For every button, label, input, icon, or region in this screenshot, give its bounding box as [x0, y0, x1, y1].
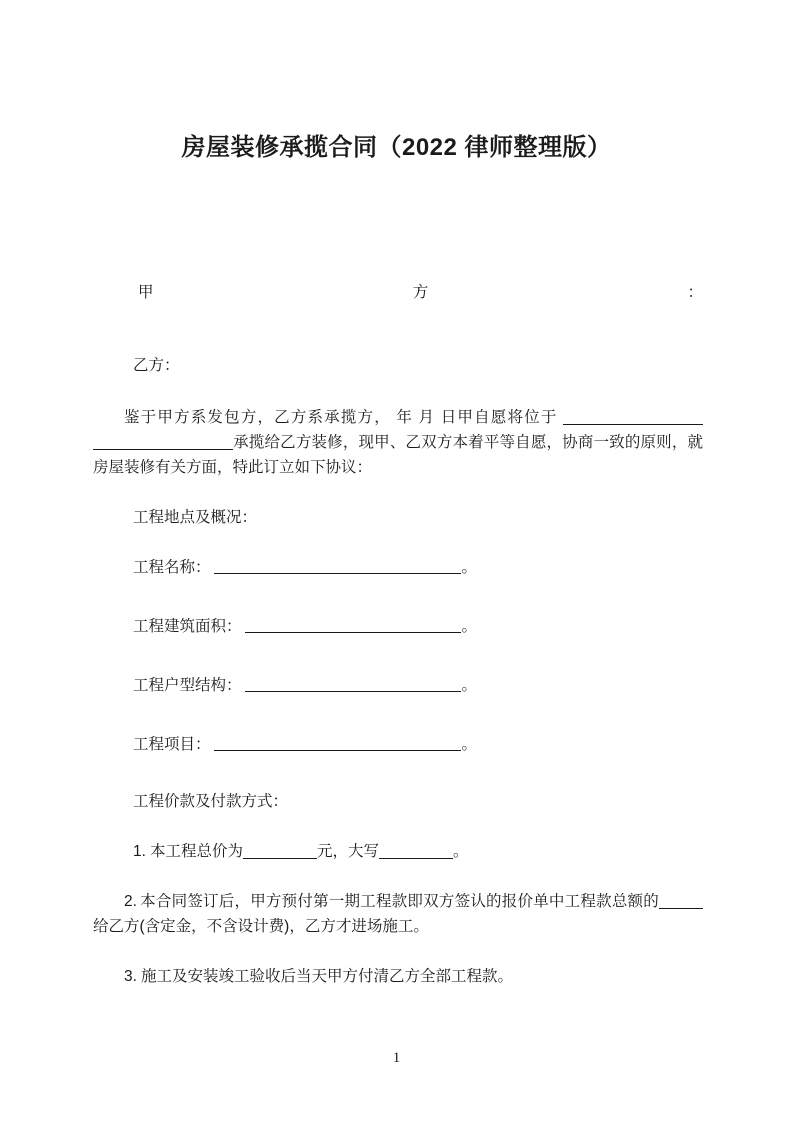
field-layout-structure — [93, 673, 703, 698]
field-project-name-input[interactable] — [214, 560, 461, 574]
field-project-name-label: 工程名称： — [133, 559, 211, 576]
field-project-items-input[interactable] — [214, 737, 461, 751]
payment-item-2-number: 2. — [124, 893, 137, 910]
payment-item-2 — [93, 889, 703, 939]
payment-item-1-text-2: 元，大写 — [316, 843, 379, 860]
document-body — [93, 280, 703, 989]
payment-heading: 工程价款及付款方式： — [133, 793, 289, 810]
payment-item-1-text-3: 。 — [452, 843, 469, 860]
recital-seg-1: 鉴于甲方系发包方，乙方系承揽方， — [124, 409, 391, 426]
party-b-line: 乙方： — [133, 357, 180, 374]
field-building-area-terminator: 。 — [461, 618, 478, 635]
page-number: 1 — [392, 1050, 401, 1066]
payment-item-2-text-2: 给乙方(含定金，不含设计费)，乙方才进场施工。 — [93, 918, 429, 935]
recital-blank-location[interactable] — [563, 424, 703, 425]
recital-seg-3: 承揽给乙方装修，现甲、乙双方本着平等自愿，协商一致的原则，就房屋装修有关方面，特此订立如下协议： — [93, 434, 703, 476]
payment-item-1-number: 1. — [133, 843, 146, 860]
field-layout-structure-label: 工程户型结构： — [133, 677, 242, 694]
field-layout-structure-input[interactable] — [245, 678, 461, 692]
payment-item-3-text-1: 施工及安装竣工验收后当天甲方付清乙方全部工程款。 — [140, 968, 513, 985]
payment-item-2-percent-blank-2[interactable] — [681, 908, 703, 909]
field-project-name-terminator: 。 — [461, 559, 478, 576]
recital-paragraph — [93, 405, 703, 480]
party-a-colon: ： — [687, 284, 703, 301]
page-title: 房屋装修承揽合同（2022 律师整理版） — [181, 134, 612, 161]
field-building-area-input[interactable] — [245, 619, 461, 633]
payment-item-1-text-1: 本工程总价为 — [149, 843, 243, 860]
field-project-items — [93, 732, 703, 757]
payment-item-1-amount-blank[interactable] — [243, 858, 317, 859]
field-building-area — [93, 614, 703, 639]
field-building-area-label: 工程建筑面积： — [133, 618, 242, 635]
recital-seg-2: 年 月 日甲自愿将位于 — [390, 409, 563, 426]
recital-blank-location-2[interactable] — [93, 449, 233, 450]
project-overview-heading: 工程地点及概况： — [133, 509, 258, 526]
payment-item-2-percent-blank[interactable] — [659, 908, 681, 909]
field-project-name — [93, 555, 703, 580]
payment-item-3-number: 3. — [124, 968, 137, 985]
field-project-items-label: 工程项目： — [133, 736, 211, 753]
field-project-items-terminator: 。 — [461, 736, 478, 753]
payment-item-1-amount-words-blank[interactable] — [379, 858, 453, 859]
payment-item-3 — [93, 964, 703, 989]
payment-item-1 — [93, 839, 703, 864]
party-a-line — [93, 280, 703, 305]
party-a-label: 甲 — [138, 284, 154, 301]
payment-item-2-text-1: 本合同签订后，甲方预付第一期工程款即双方签认的报价单中工程款总额的 — [139, 893, 659, 910]
field-layout-structure-terminator: 。 — [461, 677, 478, 694]
party-a-label-2: 方 — [412, 284, 429, 301]
